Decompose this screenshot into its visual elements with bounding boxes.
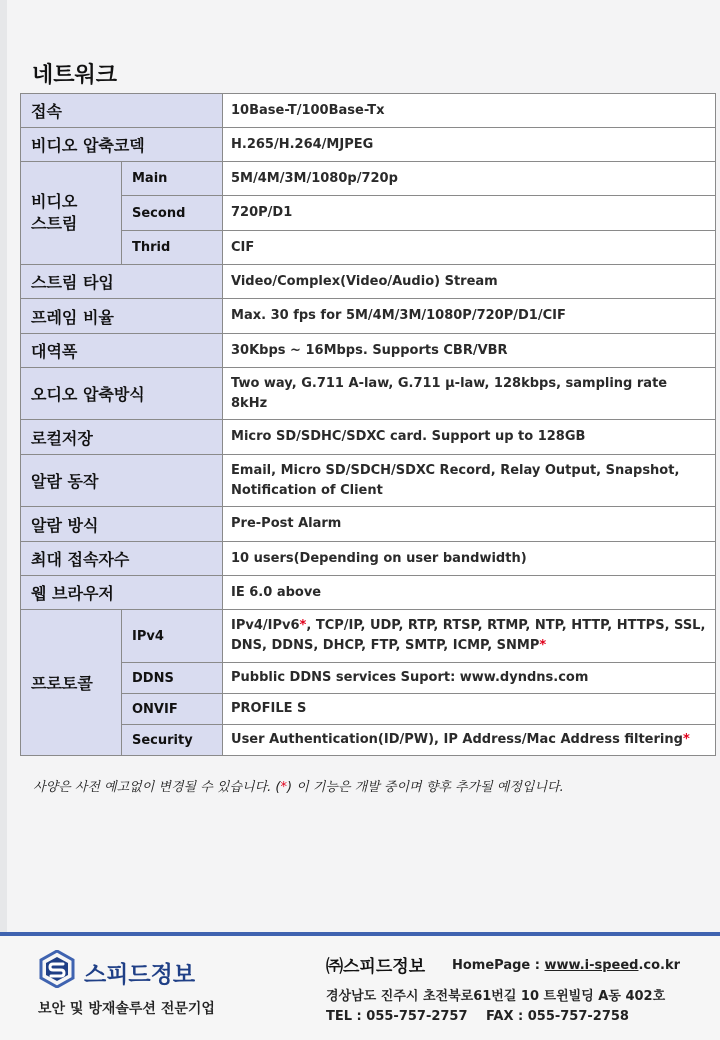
table-row — [21, 610, 716, 663]
company-logo-icon — [38, 950, 76, 992]
row-value: CIF — [223, 231, 716, 265]
table-row — [21, 231, 716, 265]
row-value: H.265/H.264/MJPEG — [223, 128, 716, 162]
row-value: 720P/D1 — [223, 196, 716, 231]
row-label: 프로토콜 — [21, 610, 122, 756]
table-row — [21, 196, 716, 231]
row-value: 10 users(Depending on user bandwidth) — [223, 542, 716, 576]
company-slogan: 보안 및 방재솔루션 전문기업 — [38, 1001, 215, 1017]
row-label-stream — [21, 162, 122, 265]
disclaimer-note — [33, 776, 564, 795]
table-row — [21, 663, 716, 694]
sub-label: DDNS — [122, 663, 223, 694]
row-value: 10Base-T/100Base-Tx — [223, 94, 716, 128]
table-row — [21, 162, 716, 196]
table-row — [21, 507, 716, 542]
table-row — [21, 299, 716, 334]
section-title: 네트워크 — [32, 63, 118, 88]
row-value: Pre-Post Alarm — [223, 507, 716, 542]
row-value-ipv4 — [223, 610, 716, 663]
row-value: Pubblic DDNS services Suport: www.dyndns.com — [223, 663, 716, 694]
company-address: 경상남도 진주시 초전북로61번길 10 트윈빌딩 A동 402호 — [326, 989, 666, 1004]
row-label: 웹 브라우저 — [21, 576, 223, 610]
asterisk-mark: * — [299, 618, 307, 633]
spec-table — [20, 93, 716, 756]
row-label: 로컬저장 — [21, 420, 223, 455]
homepage-label: HomePage : — [452, 958, 545, 973]
homepage-link[interactable]: www.i-speed — [544, 958, 639, 973]
table-row — [21, 576, 716, 610]
table-row — [21, 542, 716, 576]
company-fax: FAX : 055-757-2758 — [486, 1009, 629, 1024]
security-value: User Authentication(ID/PW), IP Address/Mac Address filtering — [231, 732, 683, 747]
company-tel: TEL : 055-757-2757 — [326, 1009, 468, 1024]
row-value: Email, Micro SD/SDCH/SDXC Record, Relay Output, Snapshot, Notification of Client — [223, 455, 716, 507]
table-row — [21, 334, 716, 368]
row-label: 프레임 비율 — [21, 299, 223, 334]
row-value: PROFILE S — [223, 694, 716, 725]
row-label: 알람 방식 — [21, 507, 223, 542]
table-row — [21, 94, 716, 128]
row-label: 비디오 압축코덱 — [21, 128, 223, 162]
row-value: Video/Complex(Video/Audio) Stream — [223, 265, 716, 299]
table-row — [21, 265, 716, 299]
table-row — [21, 455, 716, 507]
note-text-before: 사양은 사전 예고없이 변경될 수 있습니다. ( — [33, 780, 281, 795]
sub-label: Second — [122, 196, 223, 231]
row-label: 대역폭 — [21, 334, 223, 368]
row-value: 5M/4M/3M/1080p/720p — [223, 162, 716, 196]
sub-label: IPv4 — [122, 610, 223, 663]
asterisk-mark: * — [539, 638, 547, 653]
asterisk-mark: * — [682, 732, 690, 747]
row-label: 알람 동작 — [21, 455, 223, 507]
sub-label: ONVIF — [122, 694, 223, 725]
row-value: Max. 30 fps for 5M/4M/3M/1080P/720P/D1/CIF — [223, 299, 716, 334]
table-row — [21, 128, 716, 162]
ipv4-value-b: , TCP/IP, UDP, RTP, RTSP, RTMP, NTP, HTTP, HTTPS, SSL, DNS, DDNS, DHCP, FTP, SMTP, ICMP, SNMP — [231, 618, 706, 653]
homepage — [452, 958, 680, 973]
row-label: 최대 접속자수 — [21, 542, 223, 576]
row-value: Two way, G.711 A-law, G.711 μ-law, 128kbps, sampling rate 8kHz — [223, 368, 716, 420]
row-value: Micro SD/SDHC/SDXC card. Support up to 128GB — [223, 420, 716, 455]
ipv4-value-a: IPv4/IPv6 — [231, 618, 300, 633]
row-label: 오디오 압축방식 — [21, 368, 223, 420]
row-label: 접속 — [21, 94, 223, 128]
note-text-after: ) 이 기능은 개발 중이며 향후 추가될 예정입니다. — [286, 780, 564, 795]
homepage-suffix: .co.kr — [638, 958, 681, 973]
company-name: ㈜스피드정보 — [326, 957, 426, 977]
sub-label: Security — [122, 725, 223, 756]
row-value: 30Kbps ~ 16Mbps. Supports CBR/VBR — [223, 334, 716, 368]
asterisk-mark: * — [280, 780, 287, 795]
stream-label-text: 비디오 스트림 — [31, 192, 78, 233]
table-row — [21, 694, 716, 725]
table-row — [21, 420, 716, 455]
row-label: 스트림 타입 — [21, 265, 223, 299]
row-value-security — [223, 725, 716, 756]
sub-label: Thrid — [122, 231, 223, 265]
footer — [0, 936, 720, 1040]
sub-label: Main — [122, 162, 223, 196]
logo-text: 스피드정보 — [84, 962, 196, 988]
table-row — [21, 725, 716, 756]
table-row — [21, 368, 716, 420]
row-value: IE 6.0 above — [223, 576, 716, 610]
